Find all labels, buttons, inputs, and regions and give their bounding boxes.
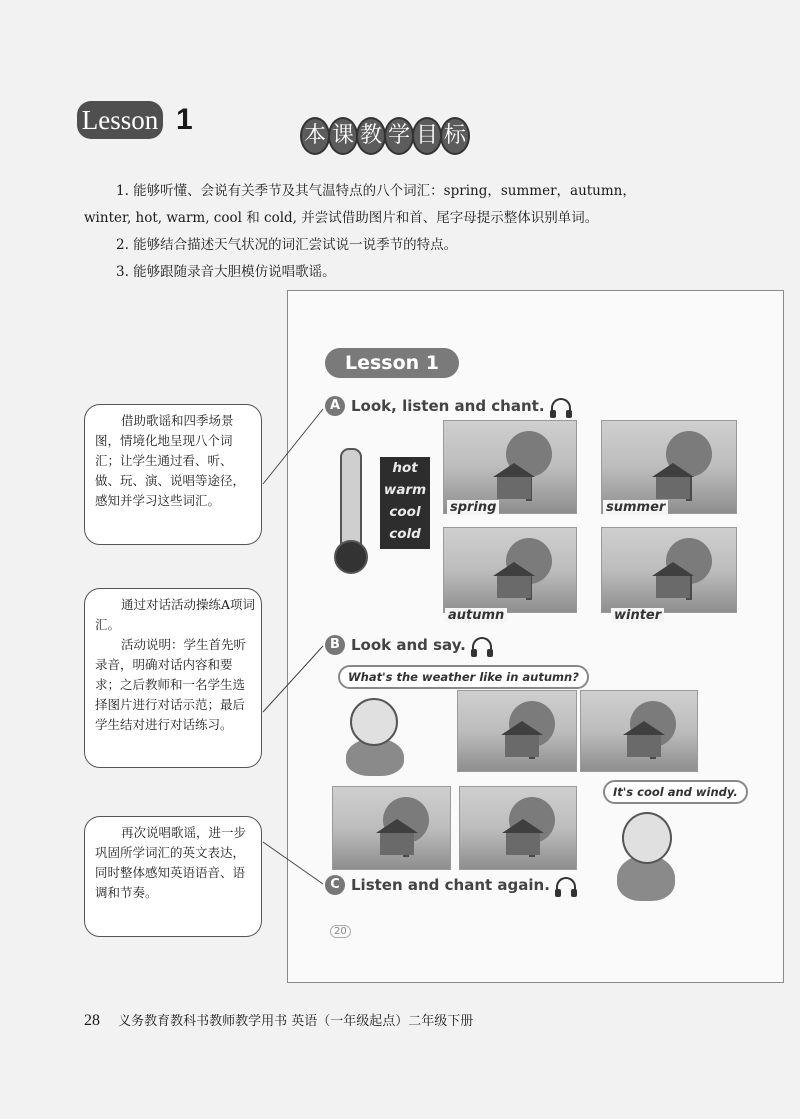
answer-speech-bubble: It's cool and windy. — [603, 780, 748, 804]
callout-line-b — [263, 646, 323, 712]
section-b-letter: B — [325, 635, 345, 655]
goal-title-char: 教 — [356, 117, 386, 155]
temp-word: warm — [383, 482, 427, 498]
lesson-number: 1 — [176, 103, 193, 136]
temp-word: cool — [389, 504, 421, 520]
objective-2: 2. 能够结合描述天气状况的词汇尝试说一说季节的特点。 — [116, 237, 458, 253]
textbook-lesson-label: Lesson 1 — [325, 348, 459, 378]
season-label-winter: winter — [611, 608, 664, 623]
callout-line-c — [263, 842, 323, 884]
section-a-letter: A — [325, 396, 345, 416]
lesson-badge: Lesson — [77, 101, 163, 139]
season-label-summer: summer — [603, 500, 668, 515]
goal-title-char: 本 — [300, 117, 330, 155]
temp-word: hot — [392, 460, 418, 476]
note-b-text-2: 活动说明：学生首先听录音，明确对话内容和要求；之后教师和一名学生选择图片进行对话示范；最后学生结对进行对话练习。 — [95, 637, 247, 732]
season-label-autumn: autumn — [445, 608, 507, 623]
section-a-title: Look, listen and chant. — [351, 397, 545, 415]
callout-line-a — [263, 409, 323, 484]
objective-1-line-2: winter, hot, warm, cool 和 cold, 并尝试借助图片和首、尾字母提示整体识别单词。 — [84, 210, 599, 226]
note-a-text: 借助歌谣和四季场景图，情境化地呈现八个词汇；让学生通过看、听、做、玩、演、说唱等途径，感知并学习这些词汇。 — [95, 413, 246, 508]
section-c-letter: C — [325, 875, 345, 895]
season-label-spring: spring — [447, 500, 499, 515]
objective-3: 3. 能够跟随录音大胆模仿说唱歌谣。 — [116, 264, 336, 280]
section-b-title: Look and say. — [351, 636, 466, 654]
page-footer — [84, 1010, 473, 1030]
temp-word: cold — [389, 526, 421, 542]
note-c-text: 再次说唱歌谣，进一步巩固所学词汇的英文表达，同时整体感知英语语音、语调和节奏。 — [95, 825, 247, 900]
section-c-title: Listen and chant again. — [351, 876, 550, 894]
objective-1-line-1: 1. 能够听懂、会说有关季节及其气温特点的八个词汇：spring，summer，autumn， — [116, 183, 636, 199]
note-b-text-1: 通过对话活动操练A项词汇。 — [95, 597, 256, 632]
page-number: 28 — [84, 1012, 100, 1029]
goal-title-char: 目 — [412, 117, 442, 155]
goal-title-char: 课 — [328, 117, 358, 155]
book-title: 义务教育教科书教师教学用书 英语（一年级起点）二年级下册 — [118, 1014, 474, 1029]
textbook-page-number: 20 — [330, 925, 351, 938]
goal-title-char: 学 — [384, 117, 414, 155]
question-speech-bubble: What's the weather like in autumn? — [338, 665, 589, 689]
goal-title-char: 标 — [440, 117, 470, 155]
